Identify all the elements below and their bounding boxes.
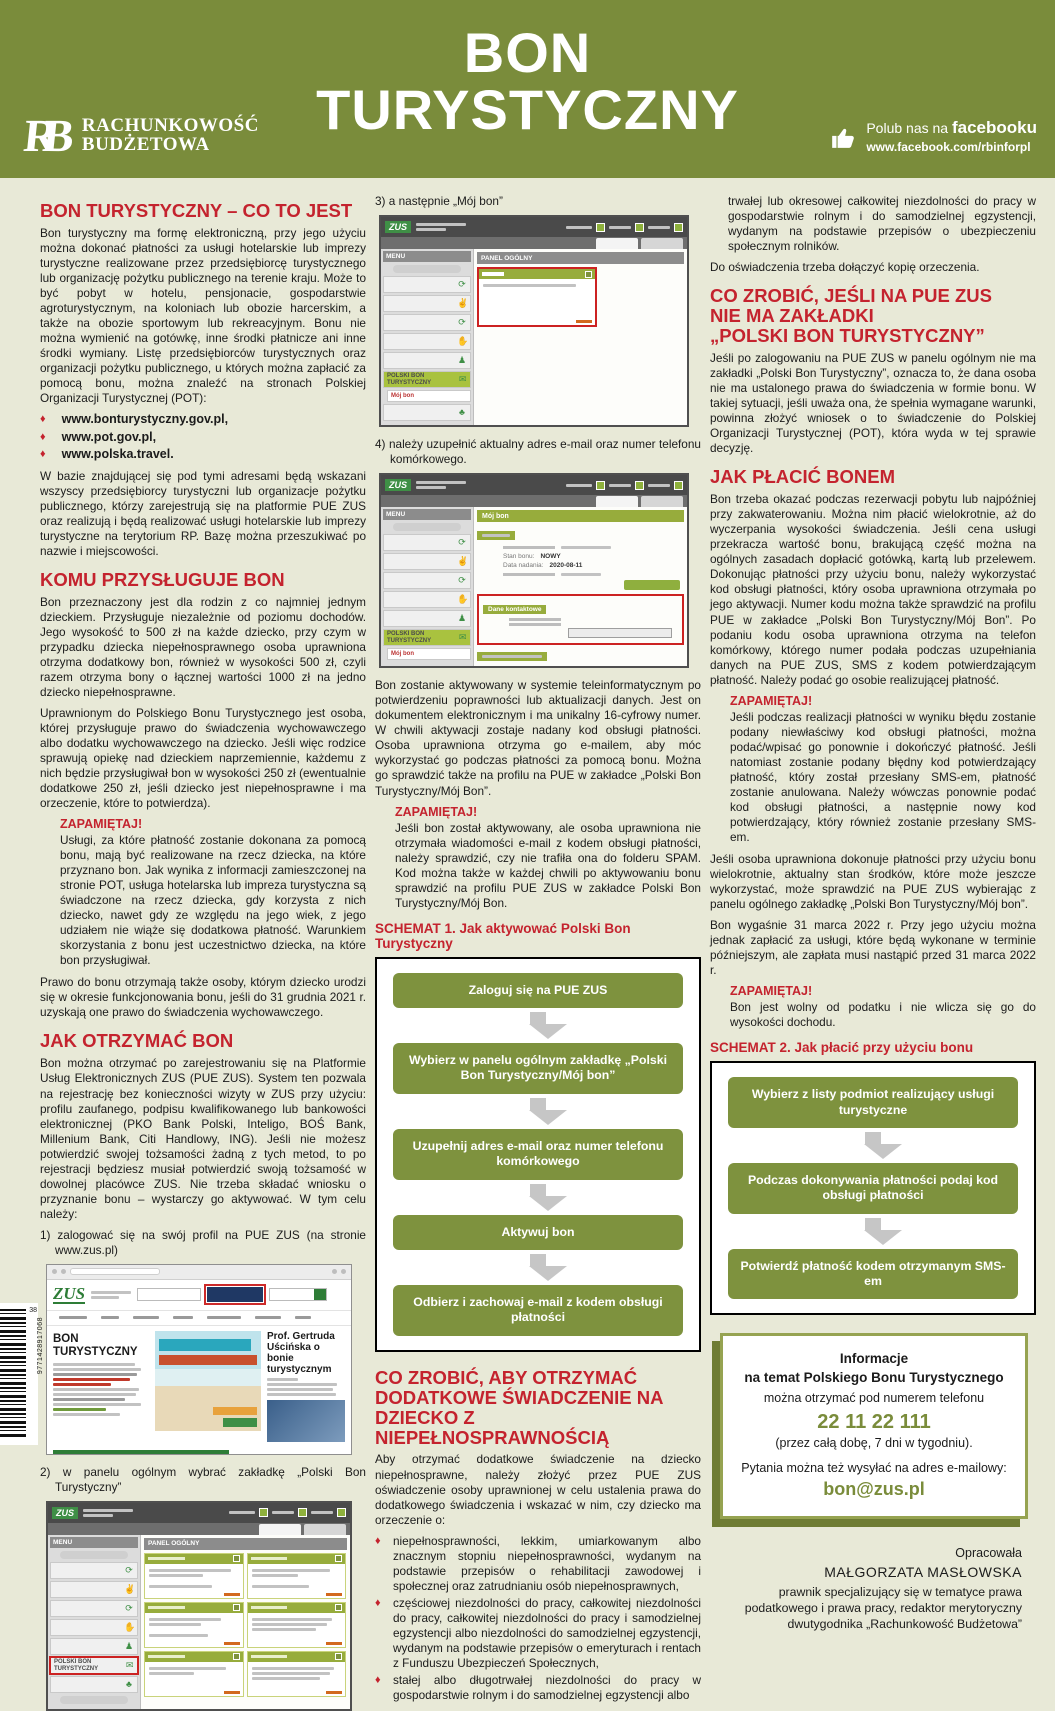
pue-widget bbox=[247, 1553, 347, 1599]
pue-top-bar bbox=[381, 217, 687, 237]
site-headline: BON TURYSTYCZNY bbox=[53, 1332, 138, 1358]
browser-dot-icon bbox=[61, 1269, 66, 1274]
remember-title: ZAPAMIĘTAJ! bbox=[395, 804, 478, 819]
pokaz-link bbox=[326, 1642, 342, 1645]
pue-main bbox=[473, 249, 687, 425]
flow-step: Wybierz z listy podmiot realizujący usługi turystyczne bbox=[728, 1077, 1018, 1128]
page-title-line2: TURYSTYCZNY bbox=[316, 78, 739, 142]
remember-box bbox=[730, 694, 1036, 845]
page-header bbox=[0, 0, 1055, 178]
pue-tabs bbox=[381, 495, 687, 507]
paragraph: Bon wygaśnie 31 marca 2022 r. Przy jego użyciu można jednak zapłacić za usługi, które będą wykonane w terminie późniejszym, ale zapłata musi nastąpić przed 31 marca 2022 r. bbox=[710, 918, 1036, 978]
paragraph: Bon turystyczny ma formę elektroniczną, przy jego użyciu można dokonać płatności za usługi hotelarskie lub imprezy turystyczne realizowane przez przedsiębiorcę turystycznego lub organizację pożytku publicznego na terenie kraju. Może to być pobyt w hotelu, pensjonacie, gospodarstwie agroturystycznym, na koloniach lub obozie harcerskim, a także na obozie sportowym lub rekreacyjnym. Bonu nie można wymienić na gotówkę, inne środki płatnicze ani inne środki wymiany. Listę przedsiębiorców turystycznych oraz organizacji pożytku publicznego, u których można zapłacić za pomocą bonu, można znaleźć na stronach Polskiej Organizacji Turystycznej (POT): bbox=[40, 225, 366, 406]
menu-item-polski-bon-turystyczny-selected: POLSKI BON TURYSTYCZNY ✉ bbox=[383, 371, 471, 388]
list-continuation: trwałej lub okresowej całkowitej niezdolności do pracy w gospodarstwie rolnym i do samodzielnej egzystencji, wydanym na podstawie przepisów o ubezpieczeniu społecznym rolników. bbox=[728, 194, 1036, 254]
author-name: MAŁGORZATA MASŁOWSKA bbox=[824, 1564, 1022, 1581]
column-3 bbox=[710, 190, 1036, 1711]
info-line: (przez całą dobę, 7 dni w tygodniu). bbox=[775, 1435, 973, 1450]
issn-barcode: 38 9771428917068 bbox=[0, 1303, 38, 1445]
tab-ubezpieczony bbox=[641, 496, 683, 507]
schemat1-flowchart bbox=[375, 957, 701, 1352]
menu-collapse-pill bbox=[393, 265, 461, 273]
pokaz-link bbox=[576, 320, 592, 323]
pue-menu bbox=[48, 1535, 140, 1709]
pokaz-link bbox=[224, 1593, 240, 1596]
info-line: Pytania można też wysyłać na adres e-mailowy: bbox=[741, 1460, 1007, 1475]
diamond-bullet-icon: ♦ bbox=[375, 1534, 381, 1547]
photo-caption-teal bbox=[159, 1339, 251, 1351]
pue-body bbox=[381, 507, 687, 666]
bon-status-row: Stan bonu: NOWY bbox=[503, 553, 561, 561]
flow-step: Aktywuj bon bbox=[393, 1215, 683, 1250]
remember-box bbox=[395, 805, 701, 911]
site-search-input bbox=[269, 1288, 327, 1301]
pokaz-link bbox=[224, 1691, 240, 1694]
menu-item-polski-bon-turystyczny-selected: POLSKI BON TURYSTYCZNY ✉ bbox=[383, 629, 471, 646]
paragraph: Prawo do bonu otrzymają także osoby, którym dziecko urodzi się w okresie funkcjonowania bonu, jeśli do 31 grudnia 2021 r. uzyskają one prawo do świadczenia wychowawczego. bbox=[40, 975, 366, 1020]
pue-tabs bbox=[48, 1523, 350, 1535]
pue-header-icon bbox=[635, 223, 644, 232]
pokaz-link bbox=[326, 1593, 342, 1596]
flow-step: Wybierz w panelu ogólnym zakładkę „Polski Bon Turystyczny/Mój bon” bbox=[393, 1043, 683, 1094]
menu-item: ✌ bbox=[383, 295, 471, 312]
menu-item: ♟ bbox=[383, 352, 471, 369]
tab-ogolny bbox=[596, 238, 638, 249]
disability-list bbox=[375, 1534, 701, 1703]
site-progress-bar bbox=[53, 1450, 229, 1454]
pue-header-icon bbox=[298, 1508, 307, 1517]
screenshot-pue-panel bbox=[46, 1501, 352, 1711]
diamond-bullet-icon: ♦ bbox=[375, 1596, 381, 1609]
arrow-down-icon bbox=[529, 1012, 547, 1039]
pot-links bbox=[40, 412, 366, 462]
paragraph: Bon można otrzymać po zarejestrowaniu się na Platformie Usług Elektronicznych ZUS (PUE ZUS). System ten pozwala na rejestrację bez konieczności wizyty w ZUS przy użyciu: profilu zaufanego, podpisu kwalifikowanego lub bankowości elektronicznej (PKO Bank Polski, Inteligo, BOŚ Bank, Millenium Bank, Citi Handlowy, ING). Jeśli nie możesz potwierdzić swojej tożsamości żadną z tych metod, to po rejestracji będziesz musiał potwierdzić swoją tożsamość w dowolnej placówce ZUS. Nie trzeba składać wniosku o przyznanie bonu – wystarczy go aktywować. W tym celu należy: bbox=[40, 1056, 366, 1221]
link-polska-travel[interactable]: www.polska.travel. bbox=[61, 447, 174, 462]
pue-menu-header: MENU bbox=[383, 251, 471, 262]
pue-panel-grid bbox=[144, 1553, 347, 1697]
paragraph: Jeśli osoba uprawniona dokonuje płatności przy użyciu bonu wielokrotnie, aktualny stan środków, które może jeszcze wykorzystać, może sprawdzić na PUE ZUS wybierając z panelu ogólnego zakładkę „Polski Bon Turystyczny/Mój bon”. bbox=[710, 851, 1036, 912]
pue-main bbox=[140, 1535, 350, 1709]
flow-step: Odbierz i zachowaj e-mail z kodem obsługi płatności bbox=[393, 1285, 683, 1336]
menu-item: ✌ bbox=[50, 1581, 138, 1598]
column-2 bbox=[375, 190, 701, 1711]
step-3: 3) a następnie „Mój bon” bbox=[375, 194, 503, 208]
bon-field bbox=[503, 544, 684, 551]
screenshot-zus-website bbox=[46, 1264, 352, 1455]
photo-caption-orange bbox=[159, 1355, 257, 1365]
list-item: ♦ stałej albo długotrwałej niezdolności do pracy w gospodarstwie rolnym i do samodzielnej egzystencji albo bbox=[375, 1672, 701, 1702]
barcode-bars-icon bbox=[0, 1309, 26, 1439]
link-bonturystyczny[interactable]: www.bonturystyczny.gov.pl, bbox=[61, 412, 229, 427]
flow-step: Potwierdź płatność kodem otrzymanym SMS-em bbox=[728, 1249, 1018, 1300]
pue-main bbox=[473, 507, 687, 666]
change-contact-data-button bbox=[568, 628, 672, 638]
paragraph: Aby otrzymać dodatkowe świadczenie na dziecko niepełnosprawne, należy złożyć przez PUE ZUS oświadczenie osoby uprawnionej w celu ustalenia prawa do dodatkowego świadczenia i wskazać w nim, czy dziecko ma orzeczenie o: bbox=[375, 1452, 701, 1527]
browser-dot-icon bbox=[52, 1269, 57, 1274]
photo-badge bbox=[213, 1407, 257, 1415]
remember-text: Jeśli podczas realizacji płatności w wyniku błędu zostanie podany niewłaściwy kod obsługi płatności, można podać/wpisać go ponownie i dokończyć płatność. Jeśli natomiast zostanie podany błędny kod potwierdzający płatność, który został przesłany SMS-em, płatność zostanie anulowana. Należy wówczas ponownie podać kod obsługi płatności, a następnie nowy kod potwierdzający, który również zostanie przesłany SMS-em. bbox=[730, 709, 1036, 844]
site-main bbox=[47, 1326, 351, 1450]
menu-collapse-pill bbox=[60, 1696, 128, 1704]
menu-item: ♟ bbox=[383, 610, 471, 627]
paragraph: Bon trzeba okazać podczas rezerwacji pobytu lub najpóźniej przy zakwaterowaniu. Można nim płacić wielokrotnie, aż do wyczerpania wysokości świadczenia. Jeśli cena usługi przekracza wartość bonu, brakującą część można na ogólnych zasadach dopłacić gotówką, kartą lub przelewem. Dokonując płatności przy użyciu bonu, należy wykorzystać kod obsługi płatności, który osoba uprawniona otrzymała po jego aktywacji. Numer kodu można także sprawdzić na profilu PUE w zakładce „Polski Bon Turystyczny/Mój Bon”. Po podaniu kodu osoba uprawniona otrzyma na telefon komórkowy, którego numer podała podczas uzupełniania danych na PUE ZUS, SMS z kodem potwierdzającym płatność. Należy podać go osobie realizującej płatność. bbox=[710, 492, 1036, 687]
screenshot-pue-moj-bon-menu bbox=[379, 215, 689, 427]
menu-item: ✋ bbox=[383, 591, 471, 608]
site-article-title: Prof. Gertruda Uścińska o bonie turystycznym bbox=[267, 1330, 335, 1375]
arrow-down-icon bbox=[529, 1184, 547, 1211]
bon-date-row: Data nadania: 2020-08-11 bbox=[503, 562, 583, 570]
menu-item: ✌ bbox=[383, 553, 471, 570]
dane-kontaktowe-pill: Dane kontaktowe bbox=[483, 605, 546, 614]
moj-bon-title-bar: Mój bon bbox=[477, 510, 684, 522]
photo-button bbox=[223, 1418, 257, 1427]
browser-dot-icon bbox=[341, 1269, 346, 1274]
thumbs-up-icon bbox=[830, 124, 856, 150]
arrow-down-icon bbox=[529, 1098, 547, 1125]
remember-box bbox=[60, 817, 366, 968]
menu-collapse-pill bbox=[393, 523, 461, 531]
pue-tabs bbox=[381, 237, 687, 249]
author-credit: Opracowała MAŁGORZATA MASŁOWSKA prawnik specjalizujący się w tematyce prawa podatkowego i prawa pracy, redaktor merytoryczny dwutygodnika „Rachunkowość Budżetowa” bbox=[710, 1545, 1036, 1633]
tab-ogolny bbox=[259, 1524, 301, 1535]
rb-monogram-icon: RB bbox=[21, 110, 63, 161]
facebook-banner[interactable] bbox=[830, 118, 1037, 156]
author-description: prawnik specjalizujący się w tematyce prawa podatkowego i prawa pracy, redaktor merytoryczny dwutygodnika „Rachunkowość Budżetowa” bbox=[744, 1585, 1022, 1632]
remember-box bbox=[730, 984, 1036, 1030]
article-photo bbox=[267, 1400, 345, 1442]
dane-bonu-pill bbox=[477, 531, 515, 540]
facebook-url[interactable]: www.facebook.com/rbinforpl bbox=[866, 140, 1031, 154]
menu-item: ⟳ bbox=[383, 572, 471, 589]
content-columns bbox=[0, 178, 1055, 1711]
info-phone-number: 22 11 22 111 bbox=[817, 1410, 931, 1433]
section-title-co-to-jest: BON TURYSTYCZNY – CO TO JEST bbox=[40, 200, 353, 221]
menu-item: ♣ bbox=[50, 1676, 138, 1693]
arrow-down-icon bbox=[529, 1254, 547, 1281]
arrow-down-icon bbox=[864, 1132, 882, 1159]
site-header bbox=[47, 1280, 351, 1310]
dane-kontaktowe-section-highlighted bbox=[477, 594, 684, 645]
remember-text: Bon jest wolny od podatku i nie wlicza się go do wysokości dochodu. bbox=[730, 1000, 1036, 1030]
pue-widget bbox=[144, 1602, 244, 1648]
browser-bar bbox=[47, 1265, 351, 1280]
list-item: ♦ niepełnosprawności, lekkim, umiarkowanym albo znacznym stopniu niepełnosprawności, wydanym na podstawie przepisów o rehabilitacji zawodowej i społecznej oraz zatrudnianiu osób niepełnosprawnych, bbox=[375, 1533, 701, 1593]
schemat2-flowchart bbox=[710, 1061, 1036, 1315]
section-title-jak-otrzymac: JAK OTRZYMAĆ BON bbox=[40, 1030, 234, 1052]
info-box bbox=[720, 1333, 1028, 1518]
menu-item: ✋ bbox=[50, 1619, 138, 1636]
register-pue-button-highlighted bbox=[207, 1287, 263, 1302]
site-right-column bbox=[267, 1331, 345, 1442]
section-title-komu-przysluguje: KOMU PRZYSŁUGUJE BON bbox=[40, 568, 285, 590]
step-4: 4) należy uzupełnić aktualny adres e-mail oraz numer telefonu komórkowego. bbox=[375, 437, 701, 467]
pue-header-icon bbox=[259, 1508, 268, 1517]
pue-header-icon bbox=[674, 223, 683, 232]
menu-subitem-moj-bon: Mój bon bbox=[387, 390, 471, 402]
zus-logo: ZUS bbox=[385, 479, 411, 491]
pue-widget bbox=[247, 1651, 347, 1697]
brand-logo bbox=[21, 109, 259, 162]
beach-photo bbox=[155, 1331, 261, 1431]
paragraph: Bon zostanie aktywowany w systemie teleinformatycznym po potwierdzeniu poprawności lub aktualizacji danych. Jest on dokumentem elektronicznym i ma unikalny 16-cyfrowy numer. W chwili aktywacji zostaje nadany kod obsługi płatności. Osoba uprawniona otrzyma go e-mailem, aby móc wykorzystać go podczas płatności za pomocą bonu. Można go sprawdzić także na profilu na PUE w zakładce „Polski Bon Turystyczny/Mój Bon”. bbox=[375, 678, 701, 798]
search-icon bbox=[314, 1289, 326, 1300]
flow-step: Uzupełnij adres e-mail oraz numer telefonu komórkowego bbox=[393, 1129, 683, 1180]
link-row bbox=[40, 412, 366, 427]
site-nav bbox=[47, 1310, 351, 1326]
screenshot-pue-moj-bon-details bbox=[379, 473, 689, 668]
section-title-brak-zakladki: CO ZROBIĆ, JEŚLI NA PUE ZUS NIE MA ZAKŁADKI „POLSKI BON TURYSTYCZNY” bbox=[710, 285, 992, 347]
menu-item-polski-bon-turystyczny-highlighted: POLSKI BON TURYSTYCZNY ✉ bbox=[50, 1657, 138, 1674]
pue-menu bbox=[381, 249, 473, 425]
brand-name: RACHUNKOWOŚĆ BUDŻETOWA bbox=[81, 115, 259, 155]
page-title-line1: BON bbox=[463, 21, 592, 84]
bon-field bbox=[503, 571, 684, 578]
pue-menu bbox=[381, 507, 473, 666]
menu-item: ⟳ bbox=[383, 276, 471, 293]
pue-menu-header: MENU bbox=[383, 509, 471, 520]
list-item: ♦ częściowej niezdolności do pracy, całkowitej niezdolności do pracy, całkowitej niezdolności do pracy i samodzielnej egzystencji albo niezdolności do samodzielnej egzystencji, wydanym na podstawie przepisów o emeryturach i rentach z Funduszu Ubezpieczeń Społecznych, bbox=[375, 1595, 701, 1670]
url-bar bbox=[70, 1268, 160, 1275]
menu-item: ♣ bbox=[383, 404, 471, 421]
swiadczenia-pill bbox=[477, 652, 547, 661]
remember-title: ZAPAMIĘTAJ! bbox=[730, 693, 813, 708]
pue-menu-header: MENU bbox=[50, 1537, 138, 1548]
diamond-bullet-icon: ♦ bbox=[40, 430, 46, 443]
zus-logo: ZUS bbox=[52, 1507, 78, 1519]
pokaz-link bbox=[326, 1691, 342, 1694]
schemat1-caption: SCHEMAT 1. Jak aktywować Polski Bon Turystyczny bbox=[375, 920, 631, 951]
diamond-bullet-icon: ♦ bbox=[40, 448, 46, 461]
pue-header-icon bbox=[596, 481, 605, 490]
zus-logo-subtext bbox=[91, 1289, 131, 1301]
paragraph: Bon przeznaczony jest dla rodzin z co najmniej jednym dzieckiem. Przysługuje niezależnie od poziomu dochodów. Jego wysokość to 500 zł na każde dziecko, przy czym w przypadku dziecka niepełnosprawnego osoba uprawniona otrzyma dodatkowy bon, również w wysokości 500 zł, czyli razem otrzyma bony o łącznej wartości 1000 zł na jedno dziecko niepełnosprawne. bbox=[40, 594, 366, 699]
paragraph: Do oświadczenia trzeba dołączyć kopię orzeczenia. bbox=[710, 260, 980, 275]
paragraph: W bazie znajdującej się pod tymi adresami będą wskazani wszyscy przedsiębiorcy turystyczni lub organizacje pożytku publicznego, którzy zarejestrują się na platformie PUE ZUS oraz realizują i będą realizować usługi hotelarskie lub imprezy turystyczne na terytorium RP. Bazę można przeszukiwać po nazwie i miejscowości. bbox=[40, 468, 366, 558]
pue-top-bar bbox=[48, 1503, 350, 1523]
site-photo bbox=[155, 1331, 261, 1442]
section-title-jak-placic: JAK PŁACIĆ BONEM bbox=[710, 466, 896, 488]
flow-step: Podczas dokonywania płatności podaj kod obsługi płatności bbox=[728, 1163, 1018, 1214]
pue-header-icon bbox=[674, 481, 683, 490]
info-title: Informacje na temat Polskiego Bonu Turystycznego bbox=[744, 1351, 1004, 1385]
pue-body bbox=[381, 249, 687, 425]
tab-ubezpieczony bbox=[641, 238, 683, 249]
diamond-bullet-icon: ♦ bbox=[40, 413, 46, 426]
tab-ubezpieczony bbox=[304, 1524, 346, 1535]
menu-collapse-pill bbox=[60, 1551, 128, 1559]
pue-main-header: PANEL OGÓLNY bbox=[477, 252, 684, 264]
zus-logo: ZUS bbox=[53, 1284, 86, 1304]
browser-dot-icon bbox=[332, 1269, 337, 1274]
step-1: 1) zalogować się na swój profil na PUE ZUS (na stronie www.zus.pl) bbox=[40, 1227, 366, 1257]
remember-title: ZAPAMIĘTAJ! bbox=[730, 984, 813, 999]
diamond-bullet-icon: ♦ bbox=[375, 1673, 381, 1686]
menu-item: ♟ bbox=[50, 1638, 138, 1655]
flow-step: Zaloguj się na PUE ZUS bbox=[393, 973, 683, 1008]
pue-widget bbox=[144, 1651, 244, 1697]
green-action-button bbox=[624, 580, 680, 590]
tab-ogolny bbox=[596, 496, 638, 507]
info-line: można otrzymać pod numerem telefonu bbox=[763, 1390, 985, 1405]
zus-logo: ZUS bbox=[385, 221, 411, 233]
link-row bbox=[40, 430, 366, 445]
pue-header-icon bbox=[337, 1508, 346, 1517]
menu-item: ⟳ bbox=[50, 1600, 138, 1617]
site-left-column bbox=[53, 1331, 149, 1442]
pue-main-header: PANEL OGÓLNY bbox=[144, 1538, 347, 1550]
pue-widget bbox=[247, 1602, 347, 1648]
remember-text: Jeśli bon został aktywowany, ale osoba uprawniona nie otrzymała wiadomości e-mail z kodem obsługi płatności, należy sprawdzić, czy nie trafiła ona do folderu SPAM. Kod można także w każdej chwili po aktywowaniu bonu sprawdzić na profilu PUE ZUS w zakładce Polski Bon Turystyczny/Mój Bon. bbox=[395, 820, 701, 910]
pue-widget bbox=[144, 1553, 244, 1599]
pue-header-icon bbox=[635, 481, 644, 490]
pue-top-bar bbox=[381, 475, 687, 495]
info-email-link[interactable]: bon@zus.pl bbox=[823, 1478, 925, 1499]
moj-bon-widget-highlighted bbox=[477, 267, 597, 327]
menu-item: ⟳ bbox=[383, 314, 471, 331]
step-2: 2) w panelu ogólnym wybrać zakładkę „Polski Bon Turystyczny” bbox=[40, 1464, 366, 1494]
arrow-down-icon bbox=[864, 1218, 882, 1245]
column-1 bbox=[40, 190, 366, 1711]
menu-item: ⟳ bbox=[383, 534, 471, 551]
remember-text: Usługi, za które płatność zostanie dokonana za pomocą bonu, mają być realizowane na rzecz dziecka, na które przyznano bon. Jak wynika z informacji zamieszczonej na stronie POT, usługa hotelarska lub impreza turystyczna są świadczone na rzecz dziecka, gdy korzysta z nich dziecko, nawet gdy ze względu na jego wiek, z jego udziałem nie wiąże się dodatkowa płatność. Warunkiem skorzystania z bonu jest uczestnictwo dziecka, na które bon przysługiwał. bbox=[60, 833, 366, 968]
pue-header-icon bbox=[596, 223, 605, 232]
remember-title: ZAPAMIĘTAJ! bbox=[60, 817, 143, 832]
language-select bbox=[137, 1288, 201, 1301]
pokaz-link bbox=[224, 1642, 240, 1645]
schemat2-caption: SCHEMAT 2. Jak płacić przy użyciu bonu bbox=[710, 1040, 974, 1056]
paragraph: Uprawnionym do Polskiego Bonu Turystycznego jest osoba, której przysługuje prawo do świadczenia wychowawczego albo dodatku wychowawczego na dziecko. Jeśli więc rodzice sprawują opiekę nad dzieckiem naprzemiennie, każdemu z nich będzie przysługiwał bon w wysokości 250 zł (ewentualnie dodatkowe 250 zł, jeśli dziecko jest niepełnosprawne i ma orzeczenie, które to potwierdza). bbox=[40, 705, 366, 811]
section-title-dodatkowe-swiadczenie: CO ZROBIĆ, ABY OTRZYMAĆ DODATKOWE ŚWIADCZENIE NA DZIECKO Z NIEPEŁNOSPRAWNOŚCIĄ bbox=[375, 1366, 663, 1448]
menu-subitem-moj-bon: Mój bon bbox=[387, 648, 471, 660]
facebook-text: Polub nas na facebooku www.facebook.com/rbinforpl bbox=[866, 118, 1037, 154]
link-pot[interactable]: www.pot.gov.pl, bbox=[61, 429, 157, 444]
pue-body bbox=[48, 1535, 350, 1709]
menu-item: ✋ bbox=[383, 333, 471, 350]
menu-item: ⟳ bbox=[50, 1562, 138, 1579]
link-row bbox=[40, 447, 366, 462]
paragraph: Jeśli po zalogowaniu na PUE ZUS w panelu ogólnym nie ma zakładki „Polski Bon Turystyczny”, oznacza to, że dana osoba nie ma ustalonego prawa do świadczenia w formie bonu. W takiej sytuacji, jeśli uważa ona, że spełnia wymagane warunki, powinna złożyć wniosek o to świadczenie do Polskiej Organizacji Turystycznej (POT), która wyda w tej sprawie decyzję. bbox=[710, 351, 1036, 456]
